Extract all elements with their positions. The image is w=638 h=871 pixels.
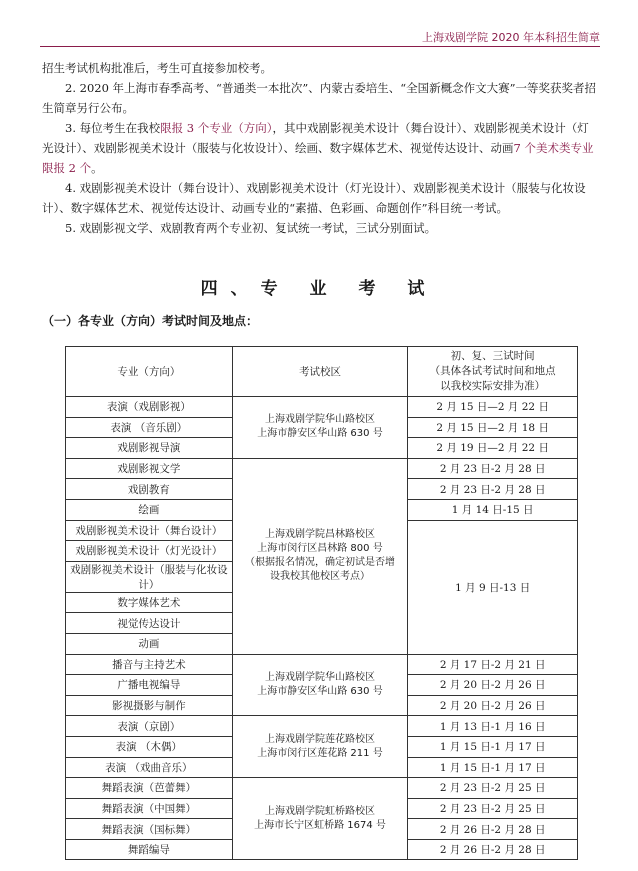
campus-name: 上海戏剧学院华山路校区 xyxy=(264,671,375,683)
cell-major: 舞蹈表演（芭蕾舞） xyxy=(66,778,233,799)
cell-major: 表演（戏剧影视） xyxy=(66,397,233,418)
exam-schedule-table xyxy=(65,346,578,860)
table-header-row xyxy=(66,347,578,397)
cell-major: 绘画 xyxy=(66,499,233,520)
paragraph-1: 招生考试机构批准后，考生可直接参加校考。 xyxy=(42,61,272,75)
paragraph-3-part-a: 3. 每位考生在我校 xyxy=(65,121,161,135)
campus-address: 上海市静安区华山路 630 号 xyxy=(257,685,383,697)
header-campus: 考试校区 xyxy=(232,347,408,397)
cell-time: 2 月 23 日-2 月 25 日 xyxy=(408,798,578,819)
paragraph-3-part-e: 。 xyxy=(91,161,103,175)
cell-major: 表演（京剧） xyxy=(66,716,233,737)
cell-major: 戏剧影视文学 xyxy=(66,458,233,479)
campus-name: 上海戏剧学院昌林路校区 xyxy=(264,529,375,541)
cell-major: 舞蹈表演（中国舞） xyxy=(66,798,233,819)
header-divider xyxy=(40,46,600,47)
paragraph-4: 4. 戏剧影视美术设计（舞台设计）、戏剧影视美术设计（灯光设计）、戏剧影视美术设计（服装与化妆设计）、数字媒体艺术、视觉传达设计、动画专业的“素描、色彩画、命题创作”科目统一考试。 xyxy=(42,181,586,215)
cell-time: 1 月 15 日-1 月 17 日 xyxy=(408,736,578,757)
cell-time: 2 月 15 日—2 月 22 日 xyxy=(408,397,578,418)
paragraph-3-highlight-2: 7 个美术类专业限报 2 个 xyxy=(42,141,594,175)
cell-major: 戏剧影视美术设计（灯光设计） xyxy=(66,541,233,562)
cell-campus-hongqiao xyxy=(232,778,408,860)
paragraph-5: 5. 戏剧影视文学、戏剧教育两个专业初、复试统一考试，三试分别面试。 xyxy=(65,221,437,235)
cell-campus-changlin xyxy=(232,458,408,654)
campus-name: 上海戏剧学院虹桥路校区 xyxy=(264,805,375,817)
table-row xyxy=(66,716,578,737)
cell-major: 动画 xyxy=(66,633,233,654)
cell-major: 戏剧影视美术设计（舞台设计） xyxy=(66,520,233,541)
subsection-title: （一）各专业（方向）考试时间及地点： xyxy=(42,314,259,328)
table-row xyxy=(66,654,578,675)
cell-time: 2 月 19 日—2 月 22 日 xyxy=(408,438,578,459)
campus-address: 上海市静安区华山路 630 号 xyxy=(257,428,383,440)
cell-major: 影视摄影与制作 xyxy=(66,695,233,716)
cell-time: 2 月 23 日-2 月 28 日 xyxy=(408,458,578,479)
campus-address: 上海市长宁区虹桥路 1674 号 xyxy=(254,819,386,831)
paragraph-3-part-c: ，其中戏剧影视美术设计（舞台设计）、戏剧影视美术设计（灯光设计）、戏剧影视美术设计（服装与化妆设计）、绘画、数字媒体艺术、视觉传达设计、动画 xyxy=(42,121,589,155)
cell-major: 表演 （音乐剧） xyxy=(66,417,233,438)
paragraph-3-highlight-1: 限报 3 个专业（方向） xyxy=(160,121,273,135)
cell-major: 戏剧影视导演 xyxy=(66,438,233,459)
cell-time: 1 月 15 日-1 月 17 日 xyxy=(408,757,578,778)
table-row xyxy=(66,397,578,418)
header-time xyxy=(408,347,578,397)
table-row xyxy=(66,778,578,799)
cell-time: 1 月 13 日-1 月 16 日 xyxy=(408,716,578,737)
campus-address: 上海市闵行区莲花路 211 号 xyxy=(257,747,383,759)
cell-time: 2 月 17 日-2 月 21 日 xyxy=(408,654,578,675)
cell-major: 舞蹈编导 xyxy=(66,839,233,860)
header-major: 专业（方向） xyxy=(66,347,233,397)
paragraph-3 xyxy=(42,118,598,178)
paragraph-2: 2. 2020 年上海市春季高考、“普通类一本批次”、内蒙古委培生、“全国新概念作文大赛”一等奖获奖者招生简章另行公布。 xyxy=(42,81,597,115)
cell-campus-huashan xyxy=(232,397,408,459)
campus-address: 上海市闵行区昌林路 800 号 xyxy=(257,543,383,555)
cell-major: 广播电视编导 xyxy=(66,675,233,696)
cell-major: 视觉传达设计 xyxy=(66,613,233,634)
cell-major: 舞蹈表演（国标舞） xyxy=(66,819,233,840)
cell-time: 2 月 20 日-2 月 26 日 xyxy=(408,675,578,696)
cell-time: 2 月 26 日-2 月 28 日 xyxy=(408,839,578,860)
cell-time: 1 月 14 日-15 日 xyxy=(408,499,578,520)
table-row xyxy=(66,458,578,479)
header-time-line-2: （具体各试考试时间和地点 xyxy=(429,365,556,377)
cell-major: 表演 （木偶） xyxy=(66,736,233,757)
header-title: 上海戏剧学院 2020 年本科招生简章 xyxy=(422,31,600,44)
cell-time: 2 月 20 日-2 月 26 日 xyxy=(408,695,578,716)
campus-note: 设我校其他校区考点） xyxy=(269,571,370,583)
cell-campus-lianhua xyxy=(232,716,408,778)
cell-major: 戏剧教育 xyxy=(66,479,233,500)
campus-name: 上海戏剧学院莲花路校区 xyxy=(264,733,375,745)
policy-text xyxy=(42,58,598,238)
cell-major: 播音与主持艺术 xyxy=(66,654,233,675)
cell-major: 数字媒体艺术 xyxy=(66,592,233,613)
cell-major: 表演 （戏曲音乐） xyxy=(66,757,233,778)
cell-time: 2 月 23 日-2 月 25 日 xyxy=(408,778,578,799)
header-time-line-1: 初、复、三试时间 xyxy=(450,350,535,362)
header-time-line-3: 以我校实际安排为准） xyxy=(440,380,546,392)
campus-note: （根据报名情况，确定初试是否增 xyxy=(244,557,395,569)
section-title: 四、专 业 考 试 xyxy=(200,279,438,299)
cell-time: 2 月 23 日-2 月 28 日 xyxy=(408,479,578,500)
cell-time: 2 月 26 日-2 月 28 日 xyxy=(408,819,578,840)
cell-time-merged: 1 月 9 日-13 日 xyxy=(408,520,578,654)
cell-time: 2 月 15 日—2 月 18 日 xyxy=(408,417,578,438)
cell-campus-huashan-2 xyxy=(232,654,408,716)
cell-major: 戏剧影视美术设计（服装与化妆设计） xyxy=(66,561,233,592)
campus-name: 上海戏剧学院华山路校区 xyxy=(264,414,375,426)
